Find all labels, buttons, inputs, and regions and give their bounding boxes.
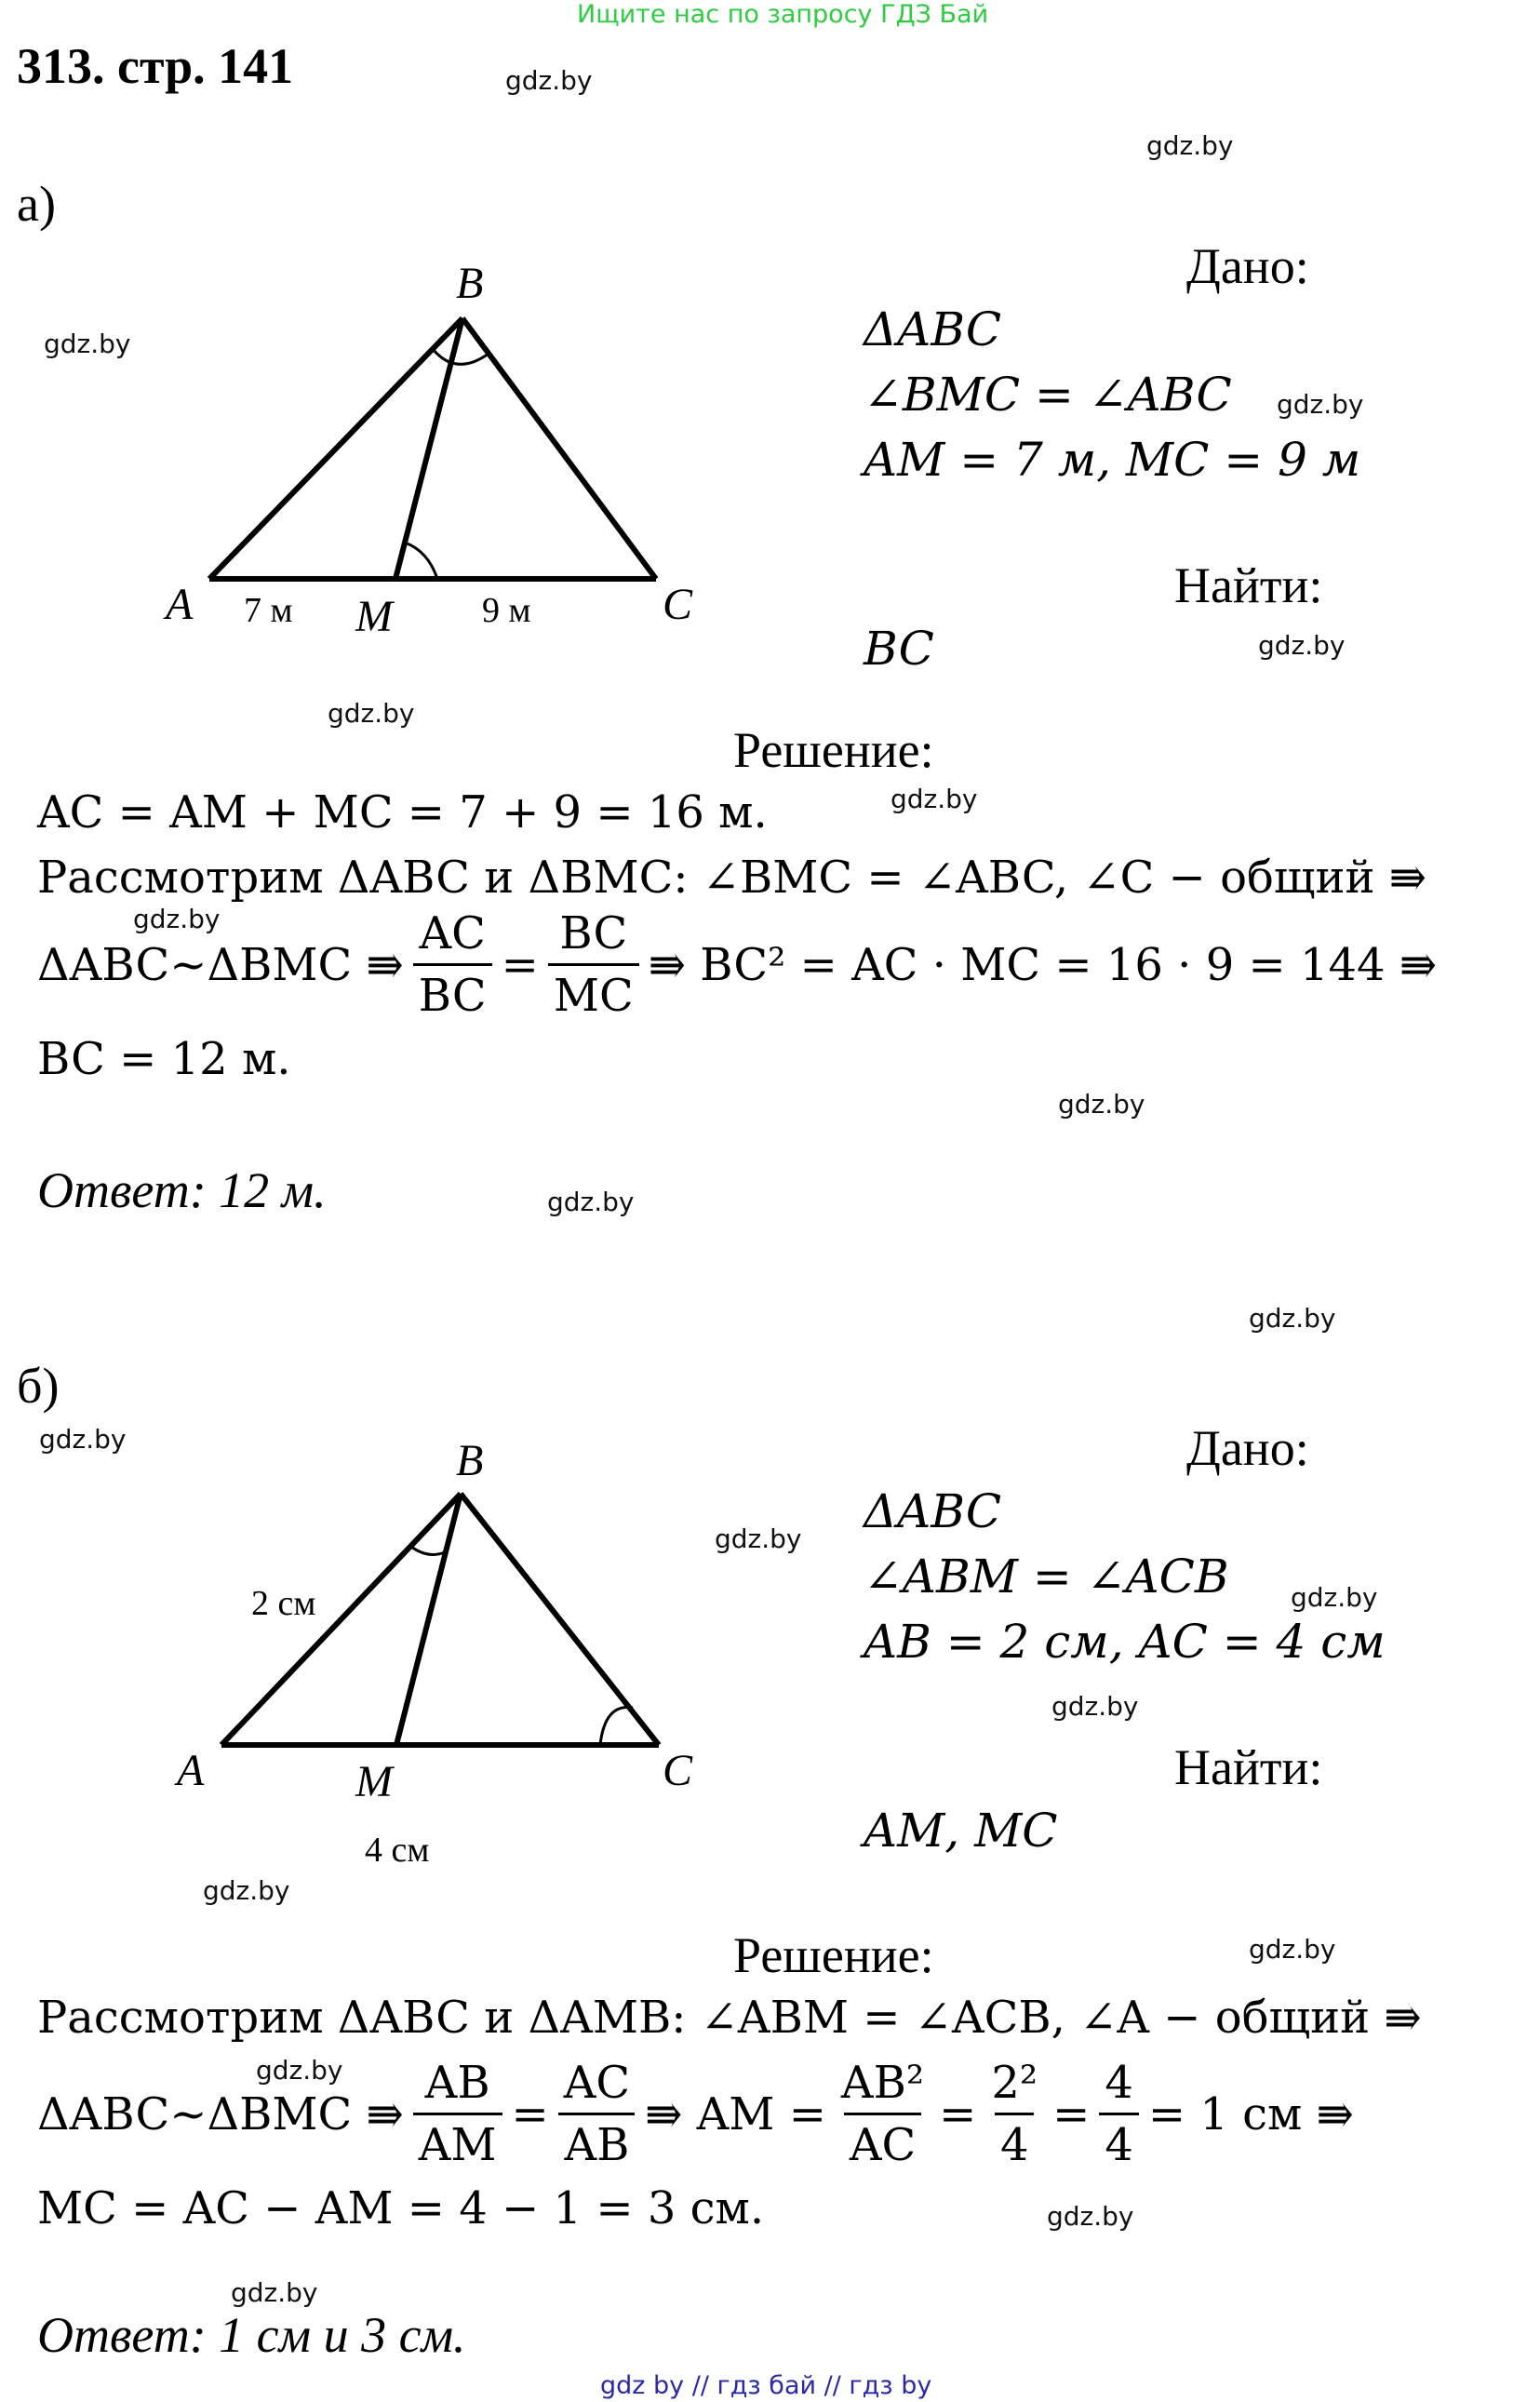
solution-line-a-2: Рассмотрим ΔABC и ΔBMC: ∠BMC = ∠ABC, ∠C − общий ⇛ xyxy=(37,852,1426,904)
angle-arc-b xyxy=(411,1547,445,1554)
watermark: gdz.by xyxy=(328,698,415,729)
segment-bm xyxy=(395,318,462,579)
answer-b: Ответ: 1 см и 3 см. xyxy=(37,2307,466,2363)
fraction-denominator: AM xyxy=(413,2113,502,2171)
fraction-denominator: BC xyxy=(413,963,492,1022)
triangle-figure-b xyxy=(149,1433,726,1880)
equals-sign: = xyxy=(501,938,539,991)
solution-line-a-4: BC = 12 м. xyxy=(37,1033,291,1085)
solution-line-b-2 xyxy=(37,2057,1354,2171)
fraction-bc-mc xyxy=(548,907,639,1022)
given-title-a: Дано: xyxy=(1186,238,1309,294)
angle-arc-c xyxy=(600,1708,633,1746)
fraction-numerator: BC xyxy=(559,907,628,959)
fraction-numerator: 2² xyxy=(991,2057,1038,2109)
footer-links[interactable]: gdz by // гдз бай // гдз by xyxy=(600,2371,932,2400)
solution-title-b: Решение: xyxy=(733,1927,934,1983)
solution-line-b-1: Рассмотрим ΔABC и ΔAMB: ∠ABM = ∠ACB, ∠A − общий ⇛ xyxy=(37,1992,1422,2044)
watermark: gdz.by xyxy=(505,65,593,96)
given-item-b-2: ∠ABM = ∠ACB xyxy=(864,1550,1229,1604)
watermark: gdz.by xyxy=(1249,1934,1336,1965)
length-mc-label: 9 м xyxy=(482,591,531,630)
fraction-denominator: MC xyxy=(548,963,639,1022)
length-am-label: 7 м xyxy=(244,591,293,630)
fraction-numerator: AB xyxy=(424,2057,490,2109)
fraction-denominator: AB xyxy=(558,2113,635,2171)
fraction-denominator: AC xyxy=(844,2113,921,2171)
fraction-2sq-4 xyxy=(985,2057,1043,2171)
watermark: gdz.by xyxy=(1146,130,1234,161)
task-heading: 313. стр. 141 xyxy=(17,38,294,94)
find-title-a: Найти: xyxy=(1174,557,1323,613)
fraction-4-4 xyxy=(1099,2057,1139,2171)
side-ab xyxy=(209,318,462,579)
top-banner[interactable]: Ищите нас по запросу ГДЗ Бай xyxy=(577,0,989,29)
fraction-numerator: AC xyxy=(419,907,486,959)
watermark: gdz.by xyxy=(891,784,978,814)
watermark: gdz.by xyxy=(1277,389,1364,420)
length-ac-label: 4 см xyxy=(365,1831,430,1870)
find-title-b: Найти: xyxy=(1174,1739,1323,1795)
watermark: gdz.by xyxy=(44,329,131,359)
vertex-b-label: B xyxy=(456,1436,484,1485)
watermark: gdz.by xyxy=(231,2277,318,2308)
solution-line-b-3: MC = AC − AM = 4 − 1 = 3 см. xyxy=(37,2182,765,2234)
angle-arc-m xyxy=(405,543,437,579)
given-item-b-3: AB = 2 см, AC = 4 см xyxy=(864,1615,1386,1669)
similarity-statement: ΔABC~ΔBMC ⇛ xyxy=(37,2087,404,2140)
vertex-a-label: A xyxy=(166,580,194,629)
equals-sign: = xyxy=(1052,2087,1091,2140)
fraction-numerator: AB² xyxy=(840,2057,925,2109)
similarity-statement: ΔABC~ΔBMC ⇛ xyxy=(37,938,404,991)
watermark: gdz.by xyxy=(1249,1303,1336,1334)
fraction-ac-ab xyxy=(558,2057,636,2171)
equals-sign: = xyxy=(511,2087,549,2140)
result: = 1 см ⇛ xyxy=(1147,2087,1354,2140)
vertex-m-label: M xyxy=(355,592,393,641)
length-ab-label: 2 см xyxy=(251,1584,316,1623)
side-bc xyxy=(462,318,656,579)
fraction-numerator: 4 xyxy=(1105,2057,1133,2109)
given-item-a-1: ΔABC xyxy=(864,302,1002,356)
solution-line-a-3 xyxy=(37,907,1437,1022)
watermark: gdz.by xyxy=(39,1424,127,1455)
vertex-b-label: B xyxy=(456,261,484,308)
watermark: gdz.by xyxy=(1047,2201,1134,2232)
find-value-b: AM, MC xyxy=(864,1804,1058,1858)
answer-a: Ответ: 12 м. xyxy=(37,1162,327,1218)
computation: ⇛ BC² = AC · MC = 16 · 9 = 144 ⇛ xyxy=(648,938,1438,991)
am-expression: ⇛ AM = xyxy=(645,2087,826,2140)
given-title-b: Дано: xyxy=(1186,1420,1309,1476)
equals-sign: = xyxy=(939,2087,977,2140)
watermark: gdz.by xyxy=(547,1187,635,1217)
watermark: gdz.by xyxy=(1051,1691,1139,1722)
watermark: gdz.by xyxy=(1258,630,1346,661)
part-a-label: а) xyxy=(17,176,56,232)
fraction-denominator: 4 xyxy=(995,2113,1035,2171)
triangle-figure-a xyxy=(149,261,726,651)
given-item-b-1: ΔABC xyxy=(864,1484,1002,1538)
solution-line-a-1: AC = AM + MC = 7 + 9 = 16 м. xyxy=(37,786,768,839)
fraction-ac-bc xyxy=(413,907,492,1022)
given-item-a-2: ∠BMC = ∠ABC xyxy=(864,368,1232,422)
solution-title-a: Решение: xyxy=(733,722,934,778)
fraction-denominator: 4 xyxy=(1099,2113,1139,2171)
watermark: gdz.by xyxy=(133,904,221,934)
vertex-a-label: A xyxy=(177,1746,205,1795)
vertex-c-label: C xyxy=(663,1746,693,1795)
vertex-m-label: M xyxy=(355,1757,393,1806)
angle-arc-b xyxy=(433,349,489,364)
vertex-c-label: C xyxy=(663,580,693,629)
given-item-a-3: AM = 7 м, MC = 9 м xyxy=(864,433,1361,487)
watermark: gdz.by xyxy=(1058,1089,1145,1120)
watermark: gdz.by xyxy=(715,1523,802,1554)
fraction-ab2-ac xyxy=(836,2057,930,2171)
watermark: gdz.by xyxy=(1291,1582,1378,1613)
watermark: gdz.by xyxy=(203,1875,290,1906)
part-b-label: б) xyxy=(17,1358,60,1414)
fraction-ab-am xyxy=(413,2057,502,2171)
fraction-numerator: AC xyxy=(563,2057,631,2109)
watermark: gdz.by xyxy=(256,2055,343,2086)
find-value-a: BC xyxy=(864,622,934,676)
